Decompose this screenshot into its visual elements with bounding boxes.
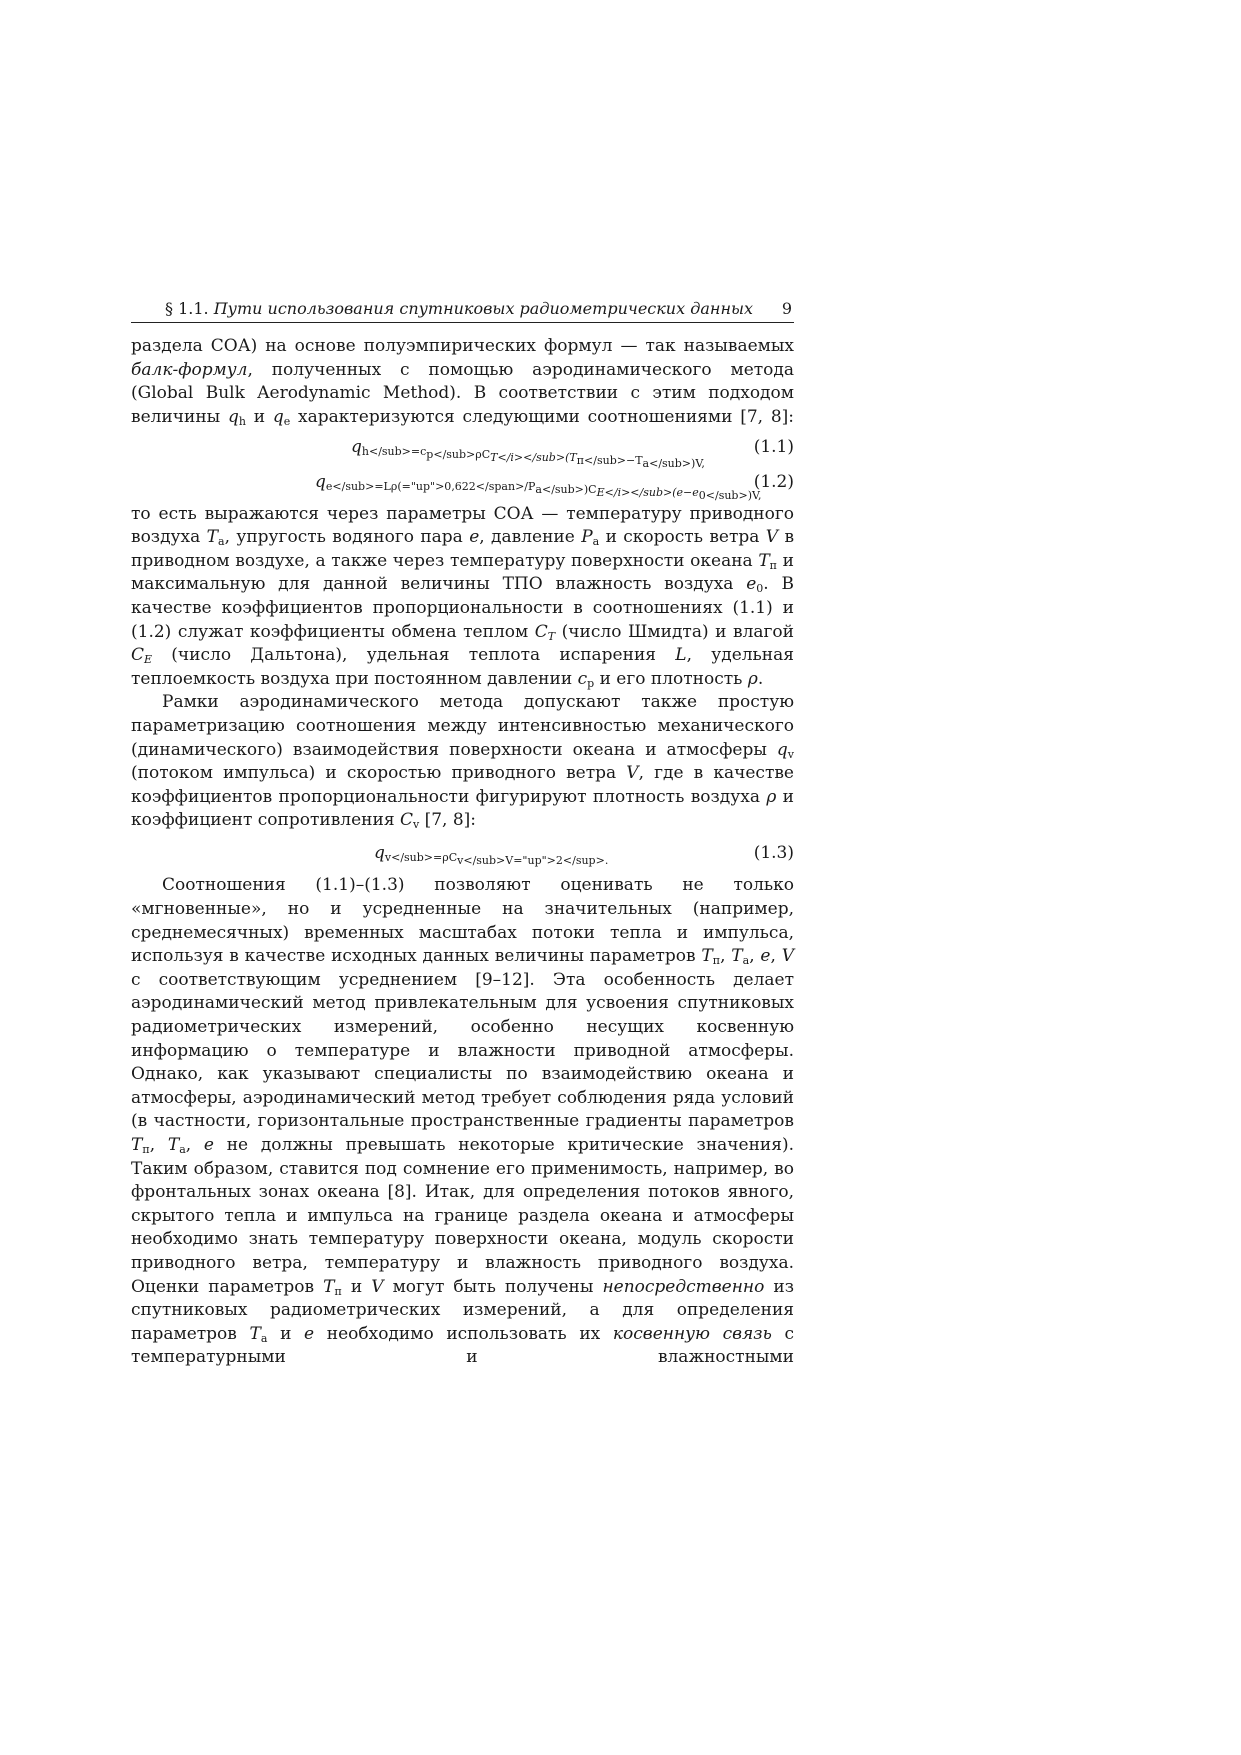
paragraph-3: Рамки аэродинамического метода допускают также простую параметризацию соотношения между интенсивностью механического (динамического) взаимодействия поверхности океана и атмосферы $q_v$ (потоком импульса) и скоростью приводного ветра V, где в качестве коэффициентов пропорциональности фигурируют плотность воздуха ρ и коэффициент сопротивления $C_v$ [7, 8]: bbox=[131, 692, 795, 832]
equation-1-1 bbox=[131, 436, 794, 471]
page-body bbox=[131, 335, 794, 1370]
equation-number: (1.1) bbox=[753, 437, 794, 458]
equation-1-3 bbox=[131, 842, 794, 866]
equation-formula: $q_{v</sub>=\rho C_{v</sub>V="up">2</sup>.}}$ bbox=[374, 842, 609, 867]
equation-formula: $q_{e</sub>=L\rho(="up">0,622</span>/P_{a</sub>)C_{E</i></sub>(e-e_{0</sub>)V,}}}}$ bbox=[315, 471, 762, 502]
paragraph-4: Соотношения (1.1)–(1.3) позволяют оценивать не только «мгновенные», но и усредненные на значительных (например, среднемесячных) временных масштабах потоки тепла и импульса, используя в качестве исходных данных величины параметров $T_п$, $T_a$, e, V с соответствующим усреднением [9–12]. Эта особенность делает аэродинамический метод привлекательным для усвоения спутниковых радиометрических измерений, особенно несущих косвенную информацию о температуре и влажности приводной атмосферы. Однако, как указывают специалисты по взаимодействию океана и атмосферы, аэродинамический метод требует соблюдения ряда условий (в частности, горизонтальные пространственные градиенты параметров $T_п$, $T_a$, e не должны превышать некоторые критические значения). Таким образом, ставится под сомнение его применимость, например, во фронтальных зонах океана [8]. Итак, для определения потоков явного, скрытого тепла и импульса на границе раздела океана и атмосферы необходимо знать температуру поверхности океана, модуль скорости приводного ветра, температуру и влажность приводного воздуха. Оценки параметров $T_п$ и V могут быть получены непосредственно из спутниковых радиометрических измерений, а для определения параметров $T_a$ и e необходимо использовать их косвенную связь с температурными и влажностными bbox=[131, 875, 795, 1368]
running-header bbox=[131, 296, 794, 323]
section-number: § 1.1. bbox=[165, 299, 209, 318]
page-number: 9 bbox=[781, 299, 792, 318]
page bbox=[131, 296, 794, 1370]
equation-1-2 bbox=[131, 471, 794, 502]
section-title: Пути использования спутниковых радиометрических данных bbox=[213, 299, 754, 318]
equation-formula: $q_{h</sub>=c_{p</sub>\rho C_{T</i></sub>(T_{п</sub>-T_{a</sub>)V,}}}}}$ bbox=[351, 437, 705, 471]
equation-number: (1.3) bbox=[753, 842, 794, 863]
paragraph-2: то есть выражаются через параметры СОА — температуру приводного воздуха $T_a$, упругость водяного пара e, давление $P_a$ и скорость ветра V в приводном воздухе, а также через температуру поверхности океана $T_п$ и максимальную для данной величины ТПО влажность воздуха $e_0$. В качестве коэффициентов пропорциональности в соотношениях (1.1) и (1.2) служат коэффициенты обмена теплом $C_T$ (число Шмидта) и влагой $C_E$ (число Дальтона), удельная теплота испарения L, удельная теплоемкость воздуха при постоянном давлении $c_p$ и его плотность ρ. bbox=[131, 503, 795, 690]
paragraph-1: раздела СОА) на основе полуэмпирических формул — так называемых балк-формул, полученных с помощью аэродинамического метода (Global Bulk Aerodynamic Method). В соответствии с этим подходом величины $q_h$ и $q_e$ характеризуются следующими соотношениями [7, 8]: bbox=[131, 336, 794, 428]
equation-number: (1.2) bbox=[753, 471, 794, 492]
header-section bbox=[165, 296, 753, 322]
